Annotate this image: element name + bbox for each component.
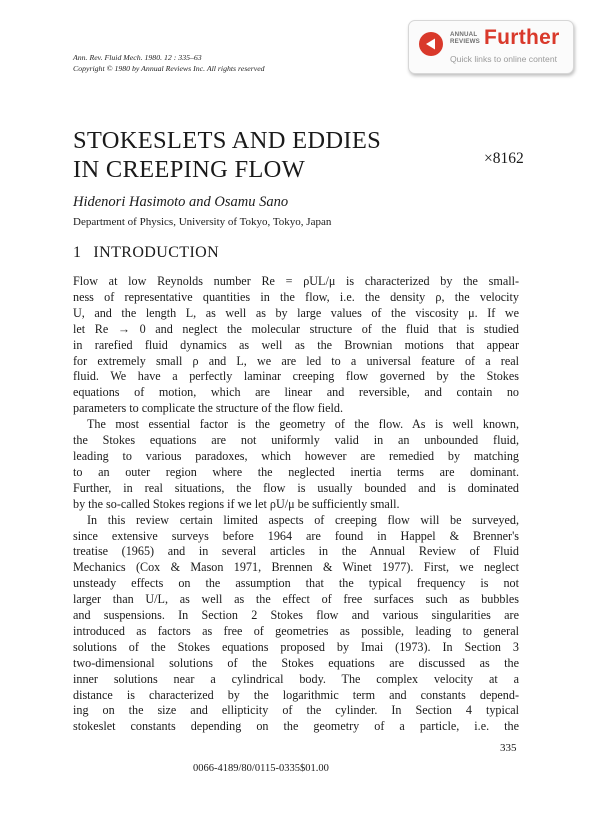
section-heading [73, 244, 219, 262]
text-line: In this review certain limited aspects of creeping flow will be surveyed, [87, 512, 519, 527]
text-line-last: parameters to complicate the structure of the flow field. [73, 401, 344, 416]
text-line: ness of representative quantities in the flow, i.e. the density ρ, the velocity [73, 289, 519, 304]
journal-citation: Ann. Rev. Fluid Mech. 1980. 12 : 335–63 [73, 53, 202, 62]
footer-code: 0066-4189/80/0115-0335$01.00 [193, 763, 329, 774]
badge-subtitle: Quick links to online content [450, 54, 558, 64]
text-line: inner solutions near a cylindrical body. The complex velocity at a [73, 671, 519, 686]
section-number: 1 [73, 244, 82, 261]
document-number: ×8162 [484, 150, 524, 167]
text-line: unsteady effects on the assumption that the typical frequency is not [73, 576, 519, 591]
text-line: introduced as factors as free of geometries as possible, leading to general [73, 623, 519, 638]
text-line: leading to various paradoxes, which however are remedied by matching [73, 448, 519, 463]
text-line: ing on the size and ellipticity of the cylinder. In Section 4 typical [73, 703, 519, 718]
text-line: in rarefied fluid dynamics as well as the Brownian motions that appear [73, 337, 519, 352]
copyright-notice: Copyright © 1980 by Annual Reviews Inc. All rights reserved [73, 64, 265, 73]
text-line: for extremely small ρ and L, we are led to a universal feature of a real [73, 353, 519, 368]
journal-reference [73, 52, 265, 74]
text-line: larger than U/L, as well as the effect of free surfaces such as bubbles [73, 592, 519, 607]
title-line-1: STOKESLETS AND EDDIES [73, 127, 382, 154]
text-line: U, and the length L, as well as by large values of the viscosity μ. If we [73, 305, 519, 320]
affiliation: Department of Physics, University of Tokyo, Tokyo, Japan [73, 216, 332, 228]
annual-reviews-wordmark: ANNUAL REVIEWS [450, 31, 480, 45]
text-line: stokeslet constants depending on the geometry of a particle, i.e. the [73, 719, 519, 734]
text-line: distance is characterized by the logarithmic term and constants depend- [73, 687, 519, 702]
text-line: the Stokes equations are not uniformly valid in an unbounded fluid, [73, 433, 519, 448]
text-line: to an outer region where the neglected inertia terms are dominant. [73, 464, 519, 479]
text-line: The most essential factor is the geometry of the flow. As is well known, [87, 417, 519, 432]
text-line: Flow at low Reynolds number Re = ρUL/μ is characterized by the small- [73, 274, 519, 288]
text-line-last: by the so-called Stokes regions if we let ρU/μ be sufficiently small. [73, 496, 400, 511]
text-line: treatise (1965) and in several articles in the Annual Review of Fluid [73, 544, 519, 559]
play-left-arrow-icon [419, 32, 443, 56]
title-line-2: IN CREEPING FLOW [73, 156, 306, 183]
text-line: fluid. We have a perfectly laminar creeping flow governed by the Stokes [73, 369, 519, 384]
text-line: and suspensions. In Section 2 Stokes flow and various singularities are [73, 608, 519, 623]
section-title: INTRODUCTION [93, 244, 220, 261]
text-line: two-dimensional solutions of the Stokes equations are discussed as the [73, 655, 519, 670]
page-number: 335 [500, 742, 517, 754]
text-line: Mechanics (Cox & Mason 1971, Brennen & Winet 1977). First, we neglect [73, 560, 519, 575]
further-wordmark: Further [484, 26, 560, 49]
article-title [73, 126, 381, 184]
authors: Hidenori Hasimoto and Osamu Sano [73, 194, 289, 210]
body-text [73, 274, 519, 735]
text-line: equations of motion, which are linear and reversible, and contain no [73, 385, 519, 400]
text-line: since extensive surveys before 1964 are found in Happel & Brenner's [73, 528, 519, 543]
annual-reviews-further-badge[interactable] [408, 20, 574, 74]
text-line: let Re → 0 and neglect the molecular structure of the fluid that is studied [73, 321, 519, 336]
text-line: Further, in real situations, the flow is usually bounded and is dominated [73, 480, 519, 495]
text-line: solutions of the Stokes equations proposed by Imai (1973). In Section 3 [73, 639, 519, 654]
